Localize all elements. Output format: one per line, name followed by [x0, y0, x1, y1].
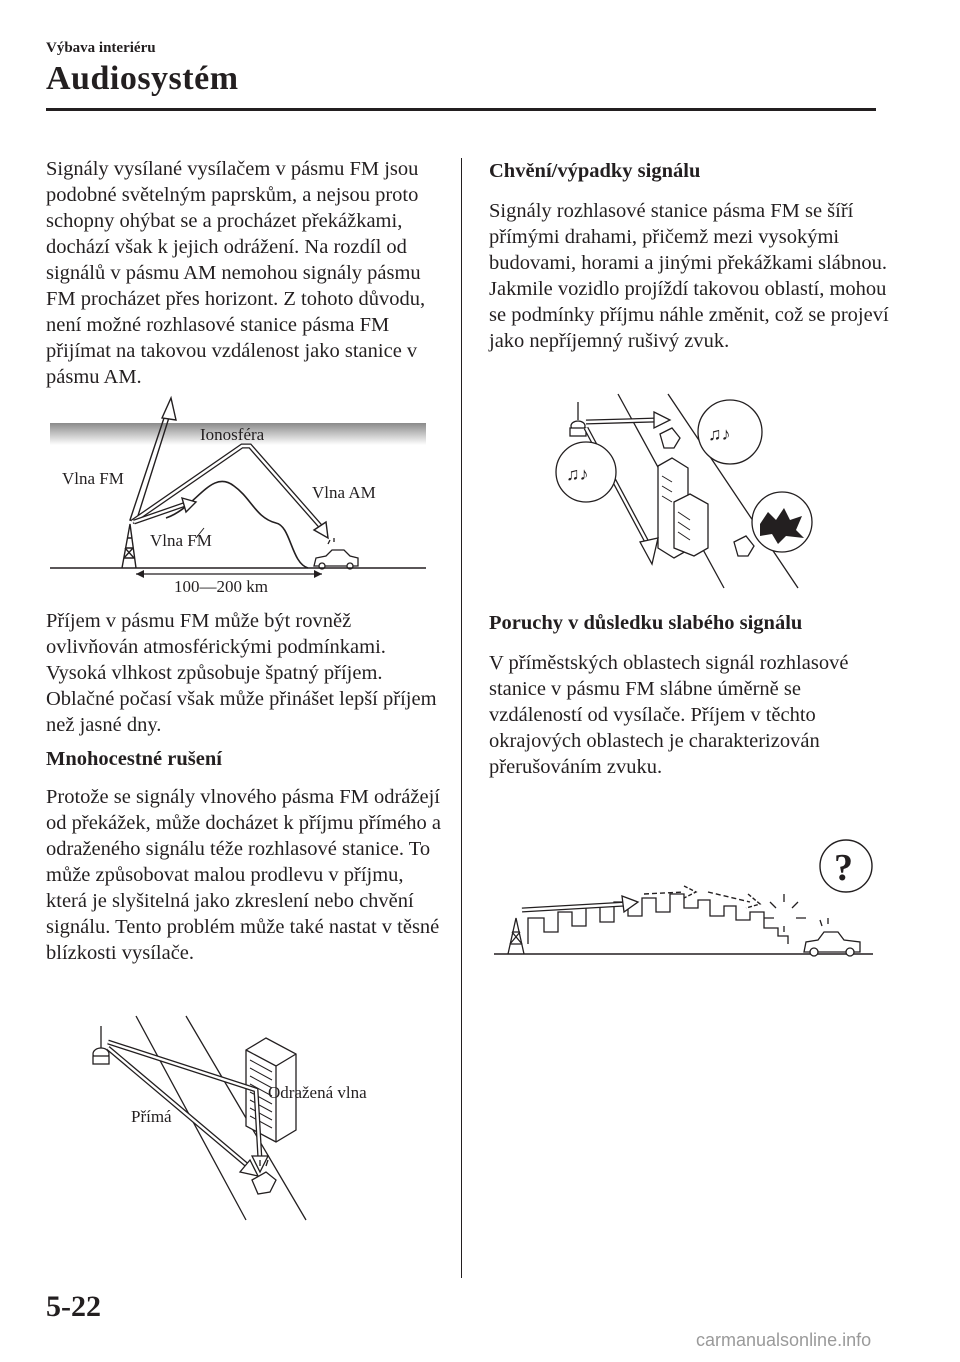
mountain-outline — [166, 481, 308, 568]
flutter-figure — [548, 392, 848, 592]
signal-loss-burst-icon — [764, 894, 806, 932]
weak-signal-paragraph: V příměstských oblastech signál rozhlasové stanice v pásmu FM slábne úměrně se vzdáleností od vysílače. Příjem v těchto okrajových oblastech je charakterizován přerušováním zvuku. — [489, 652, 849, 778]
multipath-heading: Mnohocestné rušení — [46, 748, 222, 770]
flutter-block — [489, 158, 889, 354]
distance-label: 100—200 km — [174, 577, 268, 596]
multipath-block — [46, 746, 446, 966]
watermark[interactable]: carmanualsonline.info — [696, 1330, 872, 1350]
section-label: Výbava interiéru — [46, 40, 156, 56]
reception-paragraph: Příjem v pásmu FM může být rovněž ovlivňován atmosférickými podmínkami. Vysoká vlhkost způsobuje špatný příjem. Oblačné počasí však může přinášet lepší příjem než jasné dny. — [46, 610, 437, 736]
am-wave-arrow — [132, 446, 322, 528]
fm-wave-up-arrowhead — [162, 398, 176, 420]
car-icon — [804, 918, 860, 956]
fm-wave-upper-label: Vlna FM — [62, 469, 124, 488]
reflected-wave-arrow — [108, 1042, 260, 1160]
strong-signal-arrowhead — [622, 896, 638, 912]
weak-signal-figure — [488, 836, 878, 966]
fm-wave-lower-label: Vlna FM — [150, 531, 212, 550]
weak-signal-heading: Poruchy v důsledku slabého signálu — [489, 612, 803, 634]
car-icon — [314, 538, 358, 569]
column-divider — [461, 158, 462, 1278]
reflected-wave-label: Odražená vlna — [268, 1083, 367, 1102]
page-number: 5-22 — [46, 1290, 101, 1323]
signal-arrow-down-head — [640, 538, 658, 564]
building-icon — [658, 458, 708, 558]
multipath-paragraph: Protože se signály vlnového pásma FM odrážejí od překážek, může docházet k příjmu přímého a odraženého signálu téže rozhlasové stanice. To může způsobovat malou prodlevu v příjmu, která je slyšitelná jako zkreslení nebo chvění signálu. Tento problém může také nastat v těsné blízkosti vysílače. — [46, 786, 442, 964]
signal-arrow-right-head — [654, 412, 670, 428]
fm-am-propagation-figure — [46, 398, 446, 596]
direct-wave-label: Přímá — [131, 1107, 172, 1126]
left-column — [46, 156, 446, 390]
ionosphere-label: Ionosféra — [200, 425, 265, 444]
page-title: Audiosystém — [46, 60, 239, 97]
reception-block — [46, 608, 446, 738]
music-notes-icon: ♫♪ — [566, 464, 589, 484]
flutter-paragraph: Signály rozhlasové stanice pásma FM se šíří přímými drahami, přičemž mezi vysokými budovami, horami a jinými překážkami slábnou. Jakmile vozidlo projíždí takovou oblastí, mohou se podmínky příjmu náhle změnit, což se projeví jako nepříjemný rušivý zvuk. — [489, 200, 889, 352]
transmitter-tower-icon — [570, 402, 586, 436]
weak-signal-block — [489, 610, 889, 780]
flutter-heading: Chvění/výpadky signálu — [489, 160, 701, 182]
weak-signal-dashed-arrow — [708, 892, 750, 902]
transmitter-tower-icon — [122, 524, 136, 568]
transmitter-tower-icon — [93, 1026, 109, 1064]
multipath-figure — [46, 1010, 426, 1230]
transmitter-tower-icon — [508, 918, 524, 954]
question-mark: ? — [834, 847, 853, 889]
music-notes-icon: ♫♪ — [708, 424, 731, 444]
title-rule — [46, 108, 876, 111]
intro-paragraph: Signály vysílané vysílačem v pásmu FM jsou podobné světelným paprskům, a nejsou proto schopny ohýbat se a procházet překážkami, dochází však k jejich odrážení. Na rozdíl od signálů v pásmu AM nemohou signály pásmu FM procházet přes horizont. Z tohoto důvodu, není možné rozhlasové stanice pásma FM přijímat na takovou vzdálenost jako stanice v pásmu AM. — [46, 158, 426, 388]
am-wave-label: Vlna AM — [312, 483, 376, 502]
